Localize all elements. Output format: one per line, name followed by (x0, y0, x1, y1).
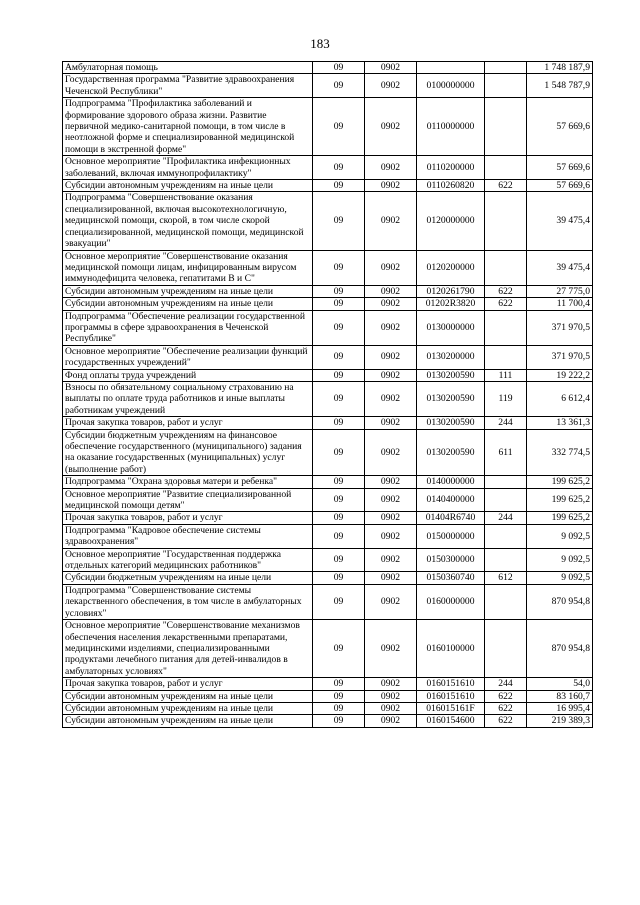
table-row (63, 702, 593, 714)
row-section: 09 (313, 156, 365, 180)
row-target-article: 0160000000 (417, 584, 485, 619)
row-subsection: 0902 (365, 298, 417, 310)
row-amount: 199 625,2 (527, 476, 593, 488)
row-name: Основное мероприятие "Развитие специализированной медицинской помощи детям" (63, 488, 313, 512)
row-target-article: 0110000000 (417, 98, 485, 156)
row-subsection: 0902 (365, 512, 417, 524)
table-row (63, 678, 593, 690)
row-section: 09 (313, 98, 365, 156)
row-section: 09 (313, 702, 365, 714)
row-amount: 9 092,5 (527, 524, 593, 548)
table-row (63, 572, 593, 584)
row-subsection: 0902 (365, 156, 417, 180)
row-section: 09 (313, 429, 365, 476)
row-section: 09 (313, 250, 365, 285)
row-target-article: 0150300000 (417, 548, 485, 572)
row-expense-type: 111 (485, 369, 527, 381)
row-amount: 83 160,7 (527, 690, 593, 702)
row-amount: 54,0 (527, 678, 593, 690)
row-expense-type (485, 192, 527, 250)
table-row (63, 192, 593, 250)
row-expense-type (485, 62, 527, 74)
row-expense-type: 622 (485, 690, 527, 702)
row-amount: 870 954,8 (527, 620, 593, 678)
row-section: 09 (313, 678, 365, 690)
row-amount: 199 625,2 (527, 512, 593, 524)
row-target-article: 0130200590 (417, 417, 485, 429)
row-name: Подпрограмма "Кадровое обеспечение системы здравоохранения" (63, 524, 313, 548)
row-target-article: 0120261790 (417, 285, 485, 297)
row-expense-type: 119 (485, 381, 527, 416)
row-target-article: 0110200000 (417, 156, 485, 180)
row-amount: 9 092,5 (527, 548, 593, 572)
row-amount: 57 669,6 (527, 98, 593, 156)
row-expense-type (485, 345, 527, 369)
table-row (63, 476, 593, 488)
row-name: Субсидии автономным учреждениям на иные цели (63, 702, 313, 714)
row-expense-type: 244 (485, 512, 527, 524)
row-target-article: 016015161F (417, 702, 485, 714)
row-target-article: 01202R3820 (417, 298, 485, 310)
table-row (63, 690, 593, 702)
row-amount: 13 361,3 (527, 417, 593, 429)
row-subsection: 0902 (365, 690, 417, 702)
row-name: Субсидии бюджетным учреждениям на иные цели (63, 572, 313, 584)
table-row (63, 285, 593, 297)
table-row (63, 620, 593, 678)
row-subsection: 0902 (365, 381, 417, 416)
row-subsection: 0902 (365, 702, 417, 714)
row-subsection: 0902 (365, 524, 417, 548)
row-amount: 371 970,5 (527, 310, 593, 345)
row-section: 09 (313, 298, 365, 310)
row-target-article: 0110260820 (417, 180, 485, 192)
row-amount: 57 669,6 (527, 156, 593, 180)
table-row (63, 417, 593, 429)
row-subsection: 0902 (365, 98, 417, 156)
table-row (63, 584, 593, 619)
row-amount: 6 612,4 (527, 381, 593, 416)
budget-table-body (63, 62, 593, 728)
row-name: Государственная программа "Развитие здравоохранения Чеченской Республики" (63, 74, 313, 98)
row-section: 09 (313, 180, 365, 192)
row-target-article: 0130000000 (417, 310, 485, 345)
row-expense-type (485, 74, 527, 98)
row-subsection: 0902 (365, 715, 417, 727)
row-expense-type (485, 488, 527, 512)
row-expense-type: 622 (485, 298, 527, 310)
row-amount: 27 775,0 (527, 285, 593, 297)
table-row (63, 715, 593, 727)
row-amount: 39 475,4 (527, 192, 593, 250)
row-amount: 16 995,4 (527, 702, 593, 714)
row-target-article: 0160154600 (417, 715, 485, 727)
row-amount: 219 389,3 (527, 715, 593, 727)
row-section: 09 (313, 488, 365, 512)
table-row (63, 381, 593, 416)
table-row (63, 524, 593, 548)
row-name: Основное мероприятие "Совершенствование механизмов обеспечения населения лекарственными препаратами, медицинскими изделиями, специализированными продуктами лечебного питания для детей-инвалидов в амбулаторных условиях" (63, 620, 313, 678)
row-expense-type (485, 548, 527, 572)
table-row (63, 298, 593, 310)
row-subsection: 0902 (365, 429, 417, 476)
row-expense-type (485, 524, 527, 548)
table-row (63, 488, 593, 512)
row-section: 09 (313, 62, 365, 74)
row-name: Субсидии автономным учреждениям на иные цели (63, 690, 313, 702)
table-row (63, 156, 593, 180)
row-name: Подпрограмма "Профилактика заболеваний и формирование здорового образа жизни. Развитие первичной медико-санитарной помощи, в том числе в неотложной форме и специализированной медицинской помощи в экстренной форме" (63, 98, 313, 156)
row-target-article: 0140000000 (417, 476, 485, 488)
row-subsection: 0902 (365, 250, 417, 285)
budget-table (62, 61, 593, 728)
row-name: Взносы по обязательному социальному страхованию на выплаты по оплате труда работников и иные выплаты работникам учреждений (63, 381, 313, 416)
row-amount: 39 475,4 (527, 250, 593, 285)
row-subsection: 0902 (365, 620, 417, 678)
row-subsection: 0902 (365, 548, 417, 572)
row-target-article: 0140400000 (417, 488, 485, 512)
row-amount: 332 774,5 (527, 429, 593, 476)
row-target-article: 0120000000 (417, 192, 485, 250)
row-section: 09 (313, 476, 365, 488)
row-target-article: 0130200590 (417, 381, 485, 416)
row-section: 09 (313, 690, 365, 702)
row-section: 09 (313, 310, 365, 345)
row-name: Основное мероприятие "Профилактика инфекционных заболеваний, включая иммунопрофилактику" (63, 156, 313, 180)
row-subsection: 0902 (365, 345, 417, 369)
row-name: Субсидии автономным учреждениям на иные цели (63, 715, 313, 727)
table-row (63, 512, 593, 524)
table-row (63, 310, 593, 345)
row-section: 09 (313, 572, 365, 584)
row-subsection: 0902 (365, 369, 417, 381)
row-section: 09 (313, 715, 365, 727)
row-name: Прочая закупка товаров, работ и услуг (63, 678, 313, 690)
table-row (63, 345, 593, 369)
row-target-article: 0160151610 (417, 678, 485, 690)
row-target-article: 0150360740 (417, 572, 485, 584)
table-row (63, 369, 593, 381)
table-row (63, 250, 593, 285)
row-amount: 1 548 787,9 (527, 74, 593, 98)
row-expense-type: 611 (485, 429, 527, 476)
table-row (63, 74, 593, 98)
row-subsection: 0902 (365, 192, 417, 250)
row-subsection: 0902 (365, 417, 417, 429)
row-amount: 870 954,8 (527, 584, 593, 619)
row-target-article: 01404R6740 (417, 512, 485, 524)
row-amount: 9 092,5 (527, 572, 593, 584)
row-subsection: 0902 (365, 572, 417, 584)
row-expense-type: 622 (485, 285, 527, 297)
row-expense-type: 622 (485, 715, 527, 727)
row-amount: 199 625,2 (527, 488, 593, 512)
table-row (63, 62, 593, 74)
row-expense-type (485, 156, 527, 180)
row-amount: 1 748 187,9 (527, 62, 593, 74)
row-name: Субсидии автономным учреждениям на иные цели (63, 180, 313, 192)
row-subsection: 0902 (365, 488, 417, 512)
row-subsection: 0902 (365, 476, 417, 488)
row-section: 09 (313, 74, 365, 98)
row-amount: 19 222,2 (527, 369, 593, 381)
row-subsection: 0902 (365, 285, 417, 297)
row-name: Подпрограмма "Обеспечение реализации государственной программы в сфере здравоохранения в Чеченской Республике" (63, 310, 313, 345)
row-expense-type (485, 98, 527, 156)
row-name: Основное мероприятие "Государственная поддержка отдельных категорий медицинских работников" (63, 548, 313, 572)
row-subsection: 0902 (365, 74, 417, 98)
row-subsection: 0902 (365, 678, 417, 690)
row-target-article (417, 62, 485, 74)
row-amount: 371 970,5 (527, 345, 593, 369)
row-expense-type: 622 (485, 180, 527, 192)
row-target-article: 0150000000 (417, 524, 485, 548)
row-section: 09 (313, 192, 365, 250)
row-name: Основное мероприятие "Обеспечение реализации функций государственных учреждений" (63, 345, 313, 369)
row-target-article: 0100000000 (417, 74, 485, 98)
row-subsection: 0902 (365, 310, 417, 345)
row-section: 09 (313, 620, 365, 678)
row-expense-type: 244 (485, 678, 527, 690)
row-expense-type (485, 620, 527, 678)
row-section: 09 (313, 345, 365, 369)
row-subsection: 0902 (365, 62, 417, 74)
row-name: Основное мероприятие "Совершенствование оказания медицинской помощи лицам, инфицированным вирусом иммунодефицита человека, гепатитами В и С" (63, 250, 313, 285)
row-name: Подпрограмма "Совершенствование системы лекарственного обеспечения, в том числе в амбулаторных условиях" (63, 584, 313, 619)
row-name: Субсидии автономным учреждениям на иные цели (63, 298, 313, 310)
row-expense-type: 622 (485, 702, 527, 714)
row-target-article: 0130200590 (417, 429, 485, 476)
row-expense-type (485, 310, 527, 345)
row-subsection: 0902 (365, 584, 417, 619)
table-row (63, 98, 593, 156)
row-section: 09 (313, 548, 365, 572)
page-number: 183 (310, 36, 330, 51)
row-expense-type (485, 584, 527, 619)
row-expense-type (485, 250, 527, 285)
row-name: Амбулаторная помощь (63, 62, 313, 74)
table-row (63, 429, 593, 476)
row-name: Субсидии автономным учреждениям на иные цели (63, 285, 313, 297)
row-section: 09 (313, 417, 365, 429)
row-section: 09 (313, 369, 365, 381)
table-row (63, 548, 593, 572)
row-target-article: 0130200590 (417, 369, 485, 381)
row-name: Субсидии бюджетным учреждениям на финансовое обеспечение государственного (муниципального) задания на оказание государственных (муниципальных) услуг (выполнение работ) (63, 429, 313, 476)
row-section: 09 (313, 584, 365, 619)
row-expense-type (485, 476, 527, 488)
row-name: Фонд оплаты труда учреждений (63, 369, 313, 381)
row-amount: 57 669,6 (527, 180, 593, 192)
row-target-article: 0160100000 (417, 620, 485, 678)
row-name: Прочая закупка товаров, работ и услуг (63, 512, 313, 524)
row-subsection: 0902 (365, 180, 417, 192)
row-section: 09 (313, 285, 365, 297)
row-section: 09 (313, 381, 365, 416)
row-name: Прочая закупка товаров, работ и услуг (63, 417, 313, 429)
row-target-article: 0130200000 (417, 345, 485, 369)
row-expense-type: 244 (485, 417, 527, 429)
row-section: 09 (313, 512, 365, 524)
row-name: Подпрограмма "Совершенствование оказания специализированной, включая высокотехнологичную, медицинской помощи, скорой, в том числе скорой специализированной, медицинской помощи, медицинской эвакуации" (63, 192, 313, 250)
row-name: Подпрограмма "Охрана здоровья матери и ребенка" (63, 476, 313, 488)
row-target-article: 0160151610 (417, 690, 485, 702)
row-expense-type: 612 (485, 572, 527, 584)
row-target-article: 0120200000 (417, 250, 485, 285)
row-section: 09 (313, 524, 365, 548)
table-row (63, 180, 593, 192)
row-amount: 11 700,4 (527, 298, 593, 310)
